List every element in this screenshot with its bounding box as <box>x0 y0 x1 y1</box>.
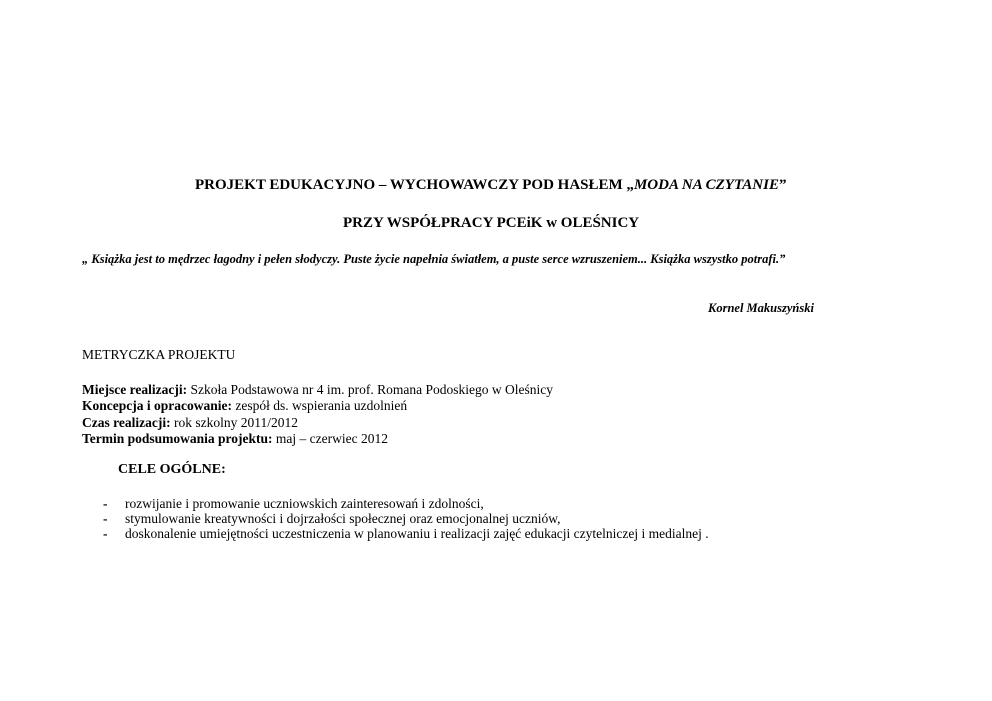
list-item-text: rozwijanie i promowanie uczniowskich zainteresowań i zdolności, <box>125 496 484 511</box>
bullet-dash: - <box>103 496 108 511</box>
metryczka-label: Czas realizacji: <box>82 414 171 430</box>
project-title-italic: MODA NA CZYTANIE <box>633 177 779 193</box>
bullet-dash: - <box>103 526 108 541</box>
cele-list <box>103 496 709 541</box>
metryczka-value: zespół ds. wspierania uzdolnień <box>231 398 408 414</box>
list-item <box>103 526 709 541</box>
list-item-text: stymulowanie kreatywności i dojrzałości społecznej oraz emocjonalnej uczniów, <box>125 511 561 526</box>
quote-author: Kornel Makuszyński <box>708 301 814 315</box>
project-title-suffix: ” <box>778 177 787 193</box>
metryczka-label: Miejsce realizacji: <box>82 382 188 397</box>
metryczka-value: rok szkolny 2011/2012 <box>170 414 298 430</box>
cele-heading: CELE OGÓLNE: <box>118 462 226 477</box>
metryczka-heading: METRYCZKA PROJEKTU <box>82 347 236 362</box>
metryczka-value: maj – czerwiec 2012 <box>272 430 388 446</box>
project-subtitle: PRZY WSPÓŁPRACY PCEiK w OLEŚNICY <box>343 215 640 231</box>
project-title <box>195 177 786 194</box>
metryczka-row <box>82 382 553 398</box>
project-title-prefix: PROJEKT EDUKACYJNO – WYCHOWAWCZY POD HASŁEM „ <box>195 177 634 193</box>
metryczka-value: Szkoła Podstawowa nr 4 im. prof. Romana Podoskiego w Oleśnicy <box>187 382 554 397</box>
metryczka-row <box>82 431 553 447</box>
metryczka-label: Termin podsumowania projektu: <box>82 430 273 446</box>
metryczka-row <box>82 415 553 431</box>
quote: „ Książka jest to mędrzec łagodny i pełen słodyczy. Puste życie napełnia światłem, a puste serce wzruszeniem... Książka wszystko potrafi.” <box>82 252 786 266</box>
list-item-text: doskonalenie umiejętności uczestniczenia w planowaniu i realizacji zajęć edukacji czytelniczej i medialnej . <box>125 526 709 541</box>
metryczka-row <box>82 398 553 414</box>
metryczka-label: Koncepcja i opracowanie: <box>82 398 232 414</box>
metryczka-block <box>82 382 553 447</box>
bullet-dash: - <box>103 511 108 526</box>
list-item <box>103 511 709 526</box>
list-item <box>103 496 709 511</box>
